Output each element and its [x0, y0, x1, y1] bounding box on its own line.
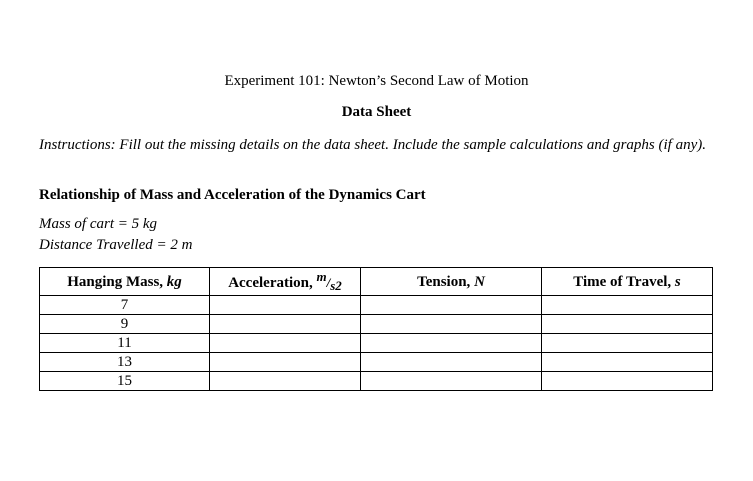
header-tension — [361, 268, 542, 296]
cell-time[interactable] — [542, 334, 713, 353]
table-row — [40, 353, 713, 372]
cell-tension[interactable] — [361, 296, 542, 315]
accel-unit-slash: / — [326, 275, 331, 290]
table-row — [40, 296, 713, 315]
accel-unit-numerator: m — [316, 269, 327, 284]
cell-time[interactable] — [542, 296, 713, 315]
cell-acceleration[interactable] — [210, 353, 361, 372]
cell-hanging-mass: 11 — [40, 334, 210, 353]
cell-acceleration[interactable] — [210, 315, 361, 334]
document-subtitle: Data Sheet — [341, 104, 412, 120]
table-row — [40, 315, 713, 334]
header-hanging-mass — [40, 268, 210, 296]
cell-acceleration[interactable] — [210, 372, 361, 391]
cell-tension[interactable] — [361, 315, 542, 334]
cell-hanging-mass: 7 — [40, 296, 210, 315]
distance-travelled: Distance Travelled = 2 m — [39, 237, 193, 253]
accel-unit-denominator — [330, 278, 342, 293]
table-row — [40, 372, 713, 391]
cell-hanging-mass: 15 — [40, 372, 210, 391]
section-title: Relationship of Mass and Acceleration of the Dynamics Cart — [39, 187, 426, 203]
cell-tension[interactable] — [361, 372, 542, 391]
header-time — [542, 268, 713, 296]
header-tension-unit: N — [474, 273, 485, 290]
cell-time[interactable] — [542, 315, 713, 334]
header-hanging-mass-label: Hanging Mass, — [67, 273, 167, 290]
header-acceleration-label: Acceleration, — [228, 275, 317, 291]
accel-unit-exponent: 2 — [335, 278, 342, 293]
cell-tension[interactable] — [361, 353, 542, 372]
data-table — [39, 267, 713, 391]
cell-time[interactable] — [542, 372, 713, 391]
cell-tension[interactable] — [361, 334, 542, 353]
table-header-row — [40, 268, 713, 296]
accel-unit-den-base: s — [330, 278, 336, 293]
mass-of-cart: Mass of cart = 5 kg — [39, 216, 158, 232]
header-acceleration — [210, 268, 361, 296]
cell-acceleration[interactable] — [210, 334, 361, 353]
document-title: Experiment 101: Newton’s Second Law of Motion — [224, 73, 529, 89]
cell-time[interactable] — [542, 353, 713, 372]
table-row — [40, 334, 713, 353]
instructions-text: Instructions: Fill out the missing details on the data sheet. Include the sample calculations and graphs (if any). — [39, 137, 707, 153]
header-hanging-mass-unit: kg — [166, 273, 182, 290]
cell-hanging-mass: 9 — [40, 315, 210, 334]
header-time-unit: s — [674, 273, 681, 290]
header-time-label: Time of Travel, — [573, 273, 675, 290]
cell-hanging-mass: 13 — [40, 353, 210, 372]
header-tension-label: Tension, — [417, 273, 475, 290]
cell-acceleration[interactable] — [210, 296, 361, 315]
acceleration-unit-fraction — [316, 269, 342, 293]
